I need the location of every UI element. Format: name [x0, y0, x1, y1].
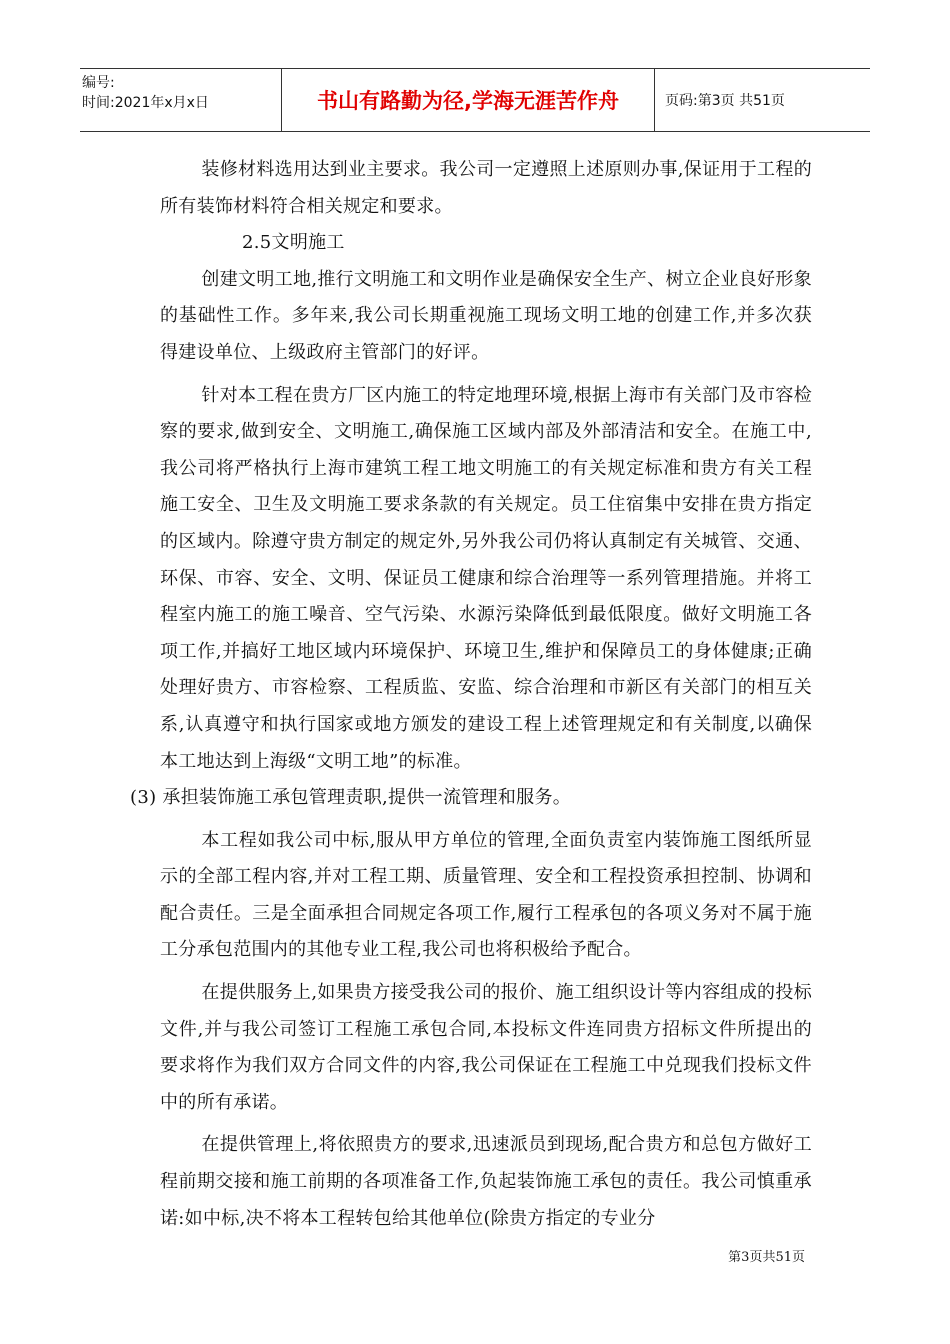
document-number-label: 编号: [82, 75, 115, 91]
paragraph: 创建文明工地,推行文明施工和文明作业是确保安全生产、树立企业良好形象的基础性工作。多年来,我公司长期重视施工现场文明工地的创建工作,并多次获得建设单位、上级政府主管部门的好评。 [160, 268, 812, 363]
paragraph: 在提供服务上,如果贵方接受我公司的报价、施工组织设计等内容组成的投标文件,并与我公司签订工程施工承包合同,本投标文件连同贵方招标文件所提出的要求将作为我们双方合同文件的内容,我公司保证在工程施工中兑现我们投标文件中的所有承诺。 [160, 982, 812, 1113]
page-header [80, 68, 870, 132]
header-meta [80, 69, 282, 131]
document-date: 时间:2021年x月x日 [82, 95, 209, 111]
list-item-heading: (3) 承担装饰施工承包管理责职,提供一流管理和服务。 [130, 787, 572, 809]
document-body [130, 152, 812, 1237]
paragraph: 装修材料选用达到业主要求。我公司一定遵照上述原则办事,保证用于工程的所有装饰材料符合相关规定和要求。 [160, 159, 812, 217]
paragraph: 在提供管理上,将依照贵方的要求,迅速派员到现场,配合贵方和总包方做好工程前期交接和施工前期的各项准备工作,负起装饰施工承包的责任。我公司慎重承诺:如中标,决不将本工程转包给其他单位(除贵方指定的专业分 [160, 1134, 812, 1229]
paragraph: 针对本工程在贵方厂区内施工的特定地理环境,根据上海市有关部门及市容检察的要求,做到安全、文明施工,确保施工区域内部及外部清洁和安全。在施工中,我公司将严格执行上海市建筑工程工地文明施工的有关规定标准和贵方有关工程施工安全、卫生及文明施工要求条款的有关规定。员工住宿集中安排在贵方指定的区域内。除遵守贵方制定的规定外,另外我公司仍将认真制定有关城管、交通、环保、市容、安全、文明、保证员工健康和综合治理等一系列管理措施。并将工程室内施工的施工噪音、空气污染、水源污染降低到最低限度。做好文明施工各项工作,并搞好工地区域内环境保护、环境卫生,维护和保障员工的身体健康;正确处理好贵方、市容检察、工程质监、安监、综合治理和市新区有关部门的相互关系,认真遵守和执行国家或地方颁发的建设工程上述管理规定和有关制度,以确保本工地达到上海级“文明工地”的标准。 [160, 384, 812, 772]
header-page-info: 页码:第3页 共51页 [665, 93, 785, 109]
header-motto: 书山有路勤为径,学海无涯苦作舟 [282, 69, 655, 131]
page-footer-number: 第3页共51页 [728, 1250, 805, 1265]
paragraph: 本工程如我公司中标,服从甲方单位的管理,全面负责室内装饰施工图纸所显示的全部工程内容,并对工程工期、质量管理、安全和工程投资承担控制、协调和配合责任。三是全面承担合同规定各项工作,履行工程承包的各项义务对不属于施工分承包范围内的其他专业工程,我公司也将积极给予配合。 [160, 829, 812, 961]
section-heading: 2.5文明施工 [242, 232, 345, 254]
